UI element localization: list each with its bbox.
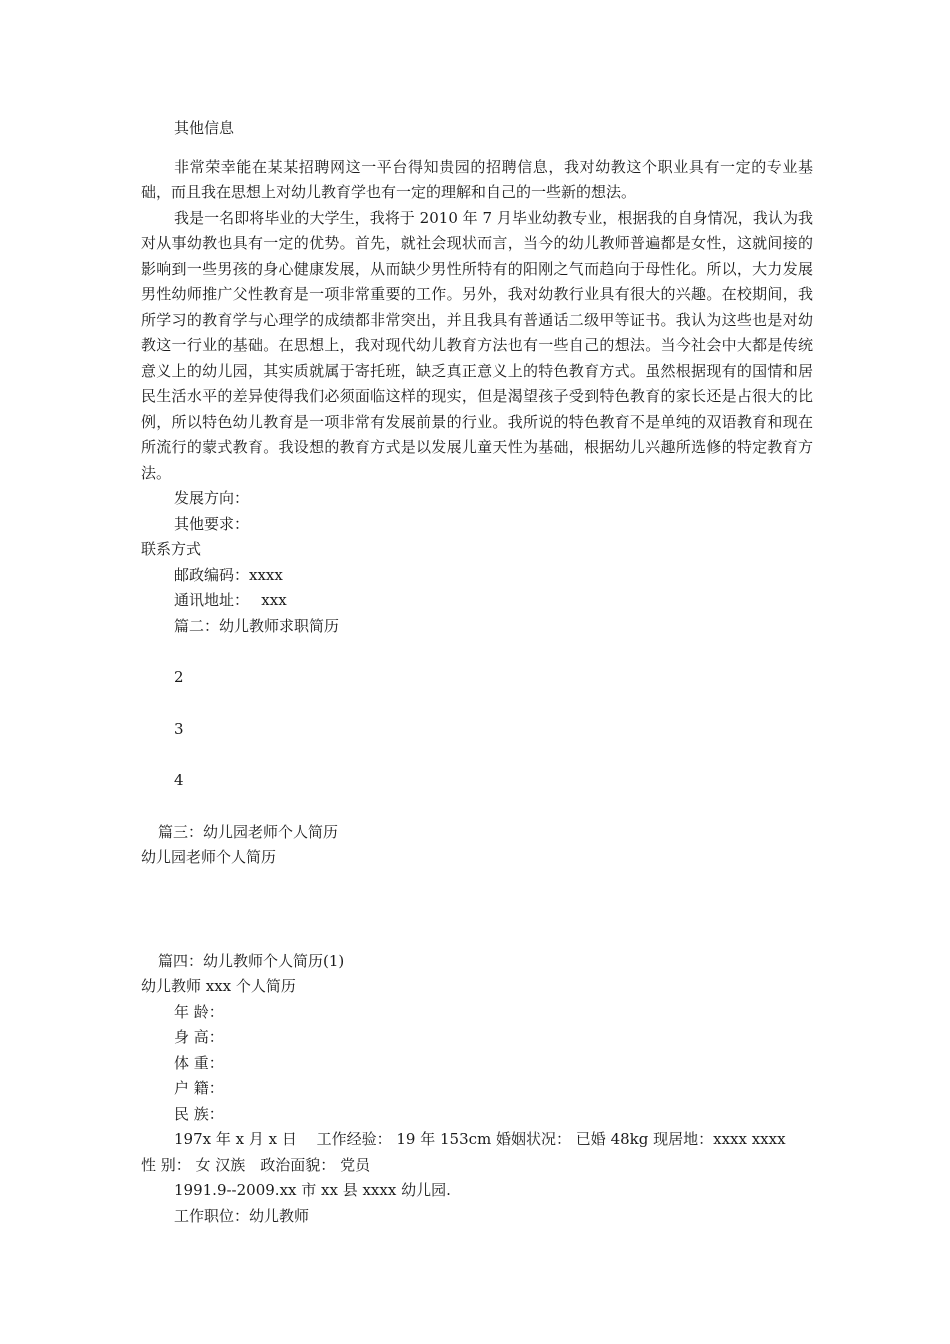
document-page: [141, 116, 813, 1229]
part-four-heading: 篇四：幼儿教师个人简历(1): [158, 951, 345, 970]
part-three-title: 幼儿园老师个人简历: [141, 848, 277, 866]
page-number-3: 3: [174, 719, 184, 738]
development-direction-label: 发展方向：: [174, 489, 250, 507]
section-heading-other-info: 其他信息: [174, 119, 235, 137]
part-three-heading: 篇三：幼儿园老师个人简历: [158, 822, 339, 841]
weight-field: 体 重：: [174, 1053, 224, 1072]
gender-politics-line: 性 别： 女 汉族 政治面貌： 党员: [141, 1155, 371, 1174]
postal-code-line: 邮政编码：xxxx: [174, 565, 283, 584]
age-field: 年 龄：: [174, 1002, 224, 1021]
page-number-2: 2: [174, 668, 184, 686]
self-statement-paragraph: 我是一名即将毕业的大学生，我将于 2010 年 7 月毕业幼教专业，根据我的自身情况，我认为我对从事幼教也具有一定的优势。首先，就社会现状而言，当今的幼儿教师普遍都是女性，这就间接的影响到一些男孩的身心健康发展，从而缺少男性所特有的阳刚之气而趋向于母性化。所以，大力发展男性幼师推广父性教育是一项非常重要的工作。另外，我对幼教行业具有很大的兴趣。在校期间，我所学习的教育学与心理学的成绩都非常突出，并且我具有普通话二级甲等证书。我认为这些也是对幼教这一行业的基础。在思想上，我对现代幼儿教育方法也有一些自己的想法。当今社会中大都是传统意义上的幼儿园，其实质就属于寄托班，缺乏真正意义上的特色教育方式。虽然根据现有的国情和居民生活水平的差异使得我们必须面临这样的现实，但是渴望孩子受到特色教育的家长还是占很大的比例，所以特色幼儿教育是一项非常有发展前景的行业。我所说的特色教育不是单纯的双语教育和现在所流行的蒙式教育。我设想的教育方式是以发展儿童天性为基础，根据幼儿兴趣所选修的特定教育方法。: [141, 208, 813, 482]
page-number-4: 4: [174, 771, 184, 789]
intro-paragraph: 非常荣幸能在某某招聘网这一平台得知贵园的招聘信息，我对幼教这个职业具有一定的专业基础，而且我在思想上对幼儿教育学也有一定的理解和自己的一些新的想法。: [141, 157, 813, 201]
address-line: 通讯地址： xxx: [174, 591, 287, 609]
work-position-line: 工作职位：幼儿教师: [174, 1206, 310, 1225]
other-requirements-label: 其他要求：: [174, 514, 250, 533]
part-four-title: 幼儿教师 xxx 个人简历: [141, 977, 296, 995]
hukou-field: 户 籍：: [174, 1079, 224, 1097]
height-field: 身 高：: [174, 1028, 224, 1046]
contact-heading: 联系方式: [141, 540, 202, 558]
personal-info-line: 197x 年 x 月 x 日 工作经验： 19 年 153cm 婚姻状况： 已婚 48kg 现居地：xxxx xxxx: [174, 1130, 786, 1148]
work-period-line: 1991.9--2009.xx 市 xx 县 xxxx 幼儿园.: [174, 1181, 451, 1199]
part-two-heading: 篇二：幼儿教师求职简历: [174, 616, 340, 635]
ethnicity-field: 民 族：: [174, 1104, 224, 1123]
